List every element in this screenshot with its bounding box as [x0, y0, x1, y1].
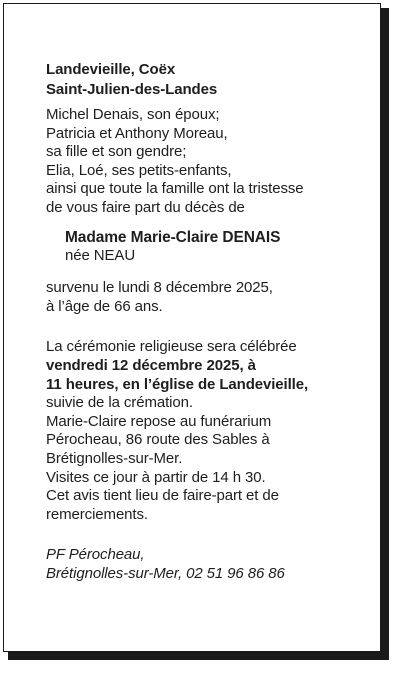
ceremony-line: remerciements. — [46, 505, 148, 523]
ceremony-time-place: 11 heures, en l’église de Landevieille, — [46, 375, 309, 393]
death-line: survenu le lundi 8 décembre 2025, — [46, 279, 273, 297]
ceremony-date: vendredi 12 décembre 2025, à — [46, 356, 256, 374]
deceased-birth-name: née NEAU — [65, 246, 136, 264]
ceremony-line: Visites ce jour à partir de 14 h 30. — [46, 468, 266, 486]
deceased-block — [46, 228, 366, 266]
ceremony-line: suivie de la crémation. — [46, 394, 193, 412]
family-line: ainsi que toute la famille ont la tristesse — [46, 180, 304, 198]
obituary-notice — [3, 3, 381, 652]
ceremony-line: Pérocheau, 86 route des Sables à — [46, 431, 270, 449]
ceremony-line: Brétignolles-sur-Mer. — [46, 449, 183, 467]
death-details — [46, 279, 366, 316]
ceremony-intro: La cérémonie religieuse sera célébrée — [46, 338, 297, 356]
ceremony-line: Cet avis tient lieu de faire-part et de — [46, 487, 279, 505]
funeral-home — [46, 546, 366, 583]
family-line: de vous faire part du décès de — [46, 198, 245, 216]
deceased-name: Madame Marie-Claire DENAIS — [65, 228, 281, 246]
family-announcement — [46, 106, 366, 218]
location-line-2: Saint-Julien-des-Landes — [46, 81, 218, 98]
family-line: Patricia et Anthony Moreau, — [46, 124, 228, 142]
location-header — [46, 60, 366, 100]
ceremony-line: Marie-Claire repose au funérarium — [46, 412, 272, 430]
funeral-home-contact: Brétignolles-sur-Mer, 02 51 96 86 86 — [46, 564, 285, 582]
ceremony-details — [46, 338, 366, 524]
location-line-1: Landevieille, Coëx — [46, 61, 176, 78]
funeral-home-name: PF Pérocheau, — [46, 546, 145, 564]
death-line: à l’âge de 66 ans. — [46, 297, 163, 315]
family-line: Michel Denais, son époux; — [46, 106, 220, 123]
family-line: Elia, Loé, ses petits-enfants, — [46, 161, 232, 179]
notice-content — [46, 60, 366, 583]
family-line: sa fille et son gendre; — [46, 143, 187, 161]
